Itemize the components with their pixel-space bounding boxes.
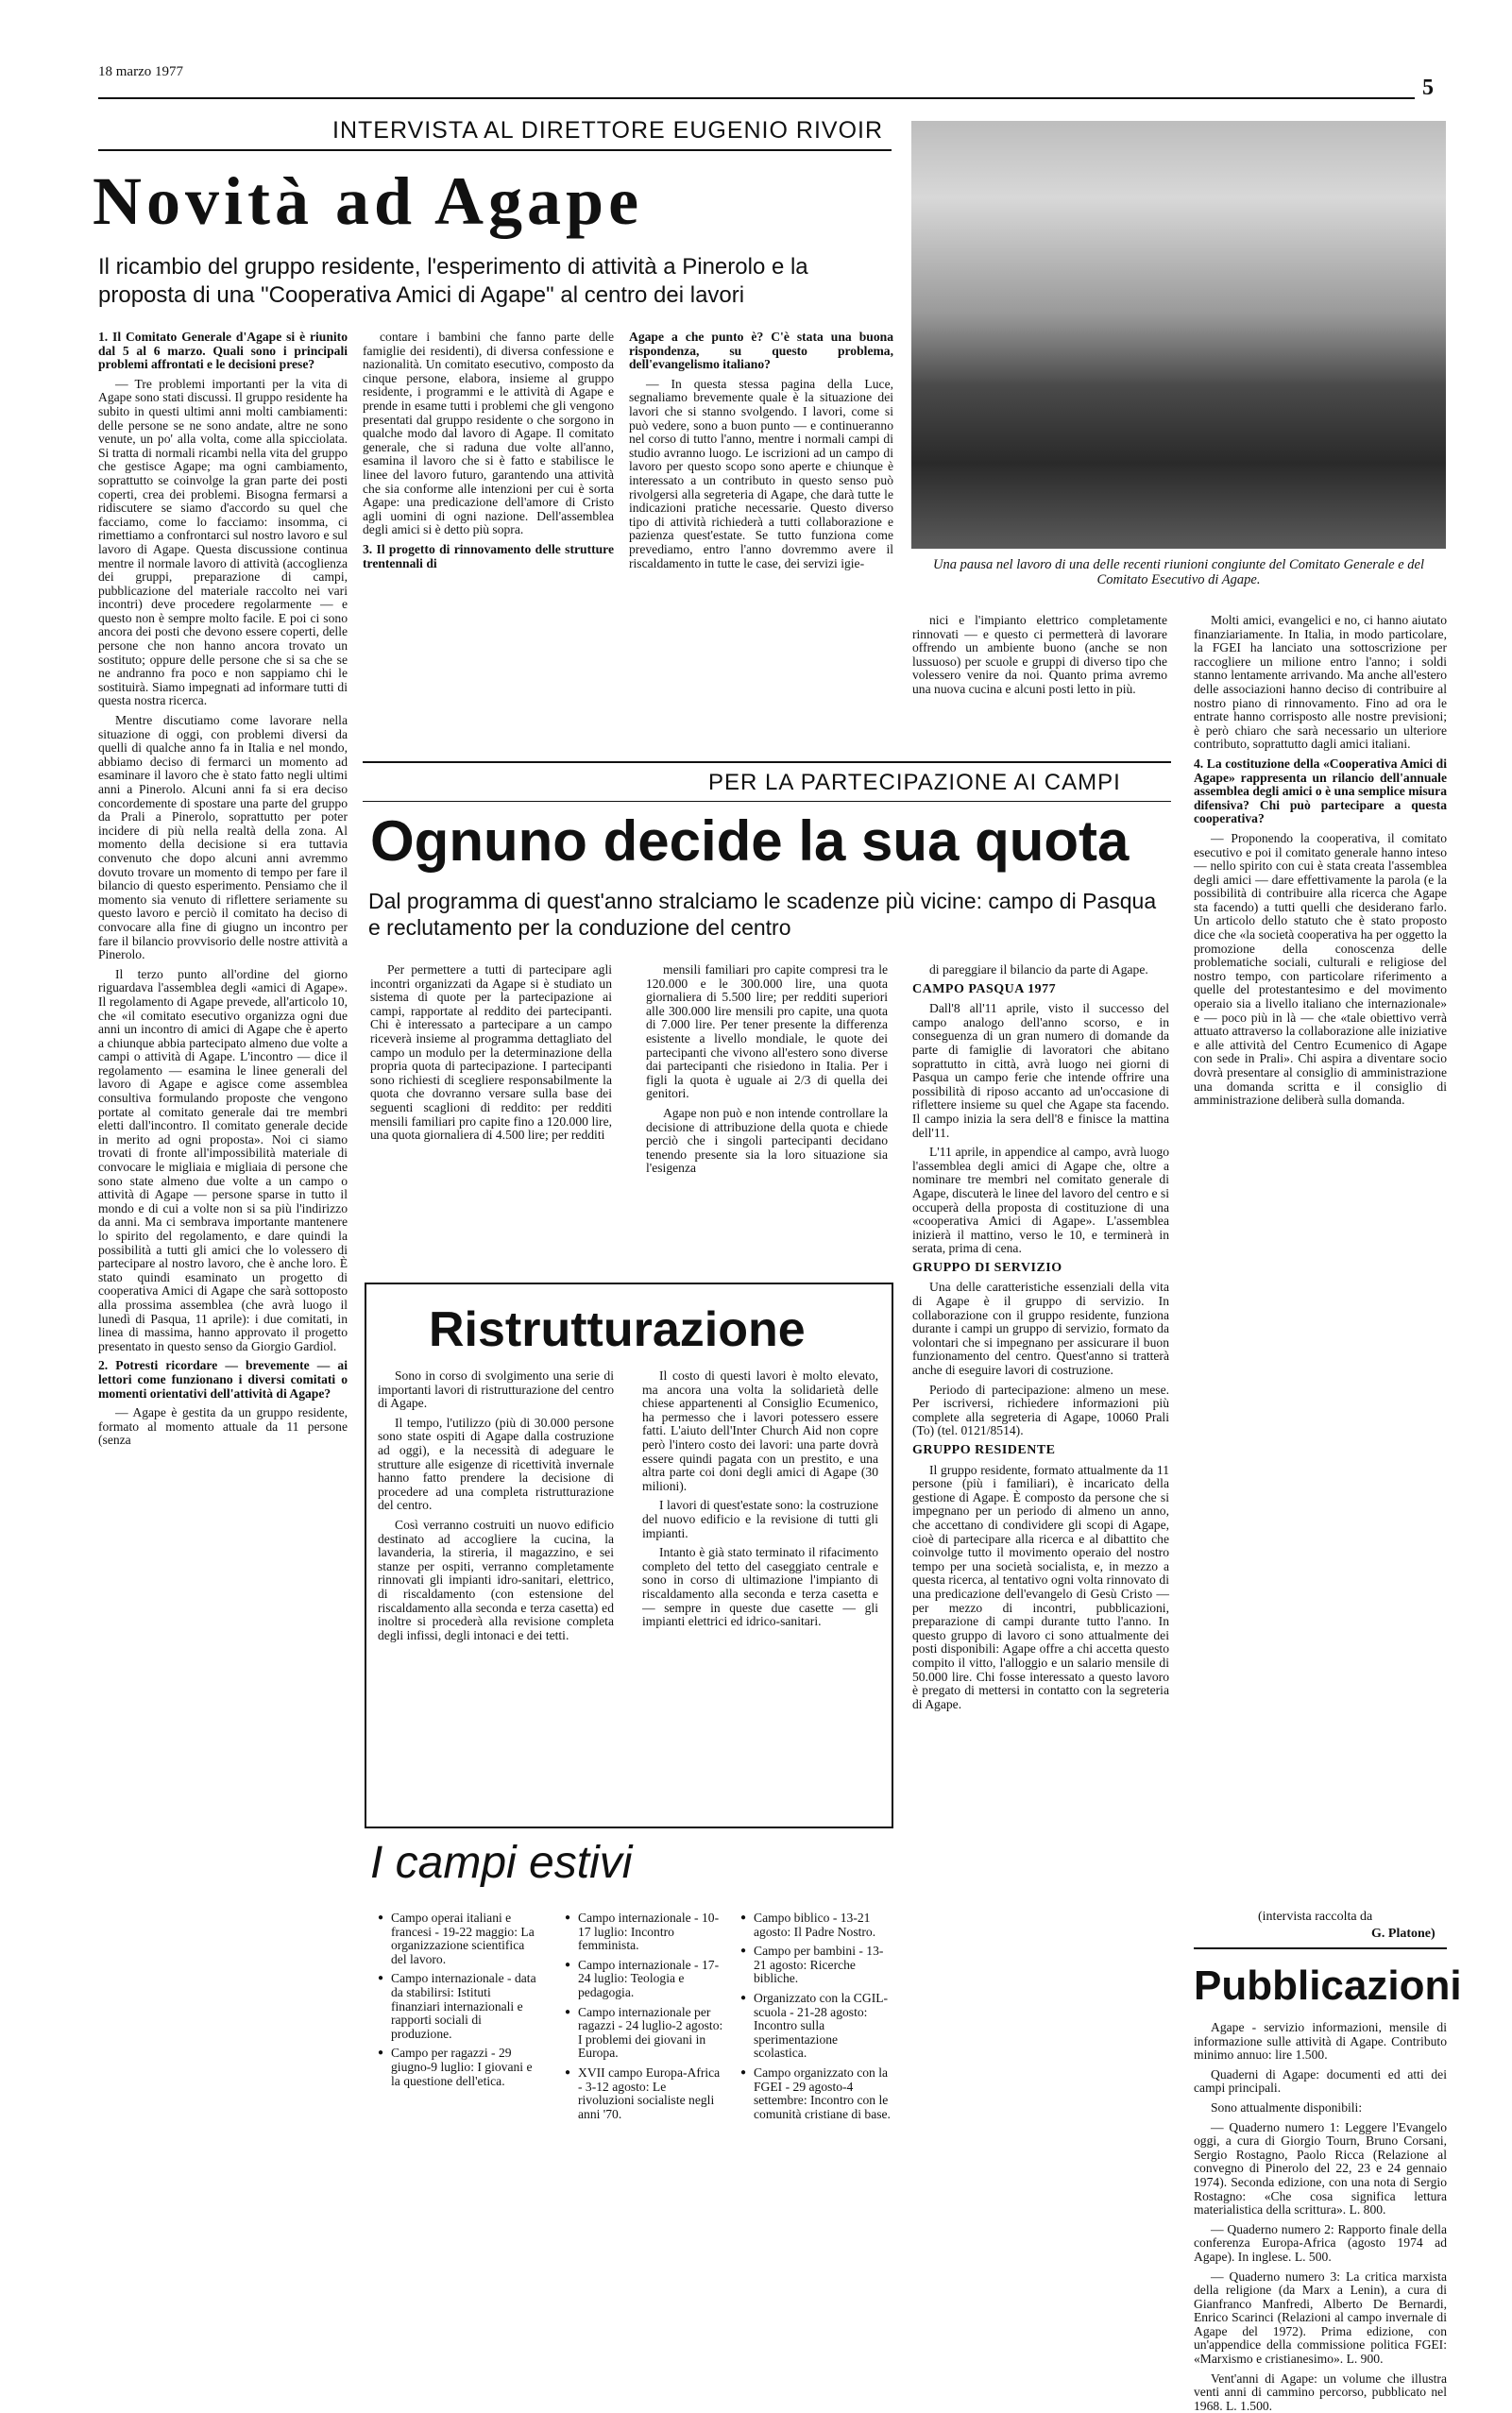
- campi-column-1: [378, 1912, 538, 2094]
- header-rule: [98, 97, 1415, 99]
- article1-col2-paragraph: contare i bambini che fanno parte delle famiglie dei residenti), di diversa confessione e nazionalità. Un comitato esecutivo, composto da cinque persone, elabora, insieme al gruppo residente, i programmi e le attività di Agape e prende in esame tutti i problemi che gli vengono presentati dal gruppo residente o che sorgono in qualche modo dal lavoro di Agape. Il comitato generale, che si raduna due volte all'anno, esamina il lavoro che si è fatto e stabilisce le linee del lavoro futuro, garantendo una attività che sia conforme alle intenzioni per cui è sorta Agape: una predicazione dell'amore di Cristo agli uomini di ogni nazione. Dell'assemblea degli amici si è detto più sopra.: [363, 330, 614, 537]
- article1-col5-paragraph: — Proponendo la cooperativa, il comitato esecutivo e poi il comitato generale hanno inteso — nello spirito con cui è stata creata l'assemblea degli amici — dare effettivamente la parola (e la possibilità di contribuire alla ricerca che Agape sta facendo) a tutti quelli che desiderano farlo. Un articolo dello statuto che è stato proposto dice che «la società cooperativa ha per oggetto la promozione della conoscenza delle problematiche sociali, culturali e religiose del nostro tempo, con particolare riferimento a quelle del protestantesimo e del movimento operaio sia a livello italiano che internazionale» e — poco più in là — che «tale obiettivo verrà attuato attraverso la collaborazione alle iniziative e alle attività del Centro Ecumenico di Agape con sede in Prali». Chi aspira a diventare socio dovrà presentare al consiglio di amministrazione una domanda scritta e il consiglio di amministrazione deliberà sulla domanda.: [1194, 830, 1447, 1108]
- byline-rule: [1194, 1947, 1447, 1949]
- campo-item: ● Campo internazionale - 10-17 luglio: Incontro femminista.: [578, 1912, 725, 1953]
- pubblicazioni-column: [1194, 2020, 1447, 2413]
- kicker-rule: [98, 149, 892, 151]
- article1-column-4: [912, 614, 1167, 765]
- article3-col2-paragraph: I lavori di quest'estate sono: la costruzione del nuovo edificio e la revisione di tutti gli impianti.: [642, 1498, 878, 1540]
- article1-col2-paragraph: 3. Il progetto di rinnovamento delle strutture trentennali di: [363, 541, 614, 570]
- campo-pasqua-paragraph: L'11 aprile, in appendice al campo, avrà luogo l'assemblea degli amici di Agape che, oltre a nominare tre membri nel comitato generale di Agape, discuterà le linee del lavoro del centro e si occuperà della proposta di costituzione di una «cooperativa Amici di Agape». L'assemblea inizierà il mattino, verso le 10, e terminerà in serata, prima di cena.: [912, 1145, 1169, 1256]
- campo-item: ● XVII campo Europa-Africa - 3-12 agosto: Le rivoluzioni socialiste negli anni '70.: [578, 2066, 725, 2121]
- article3-column-1: [378, 1369, 614, 1813]
- article2-col2-paragraph: mensili familiari pro capite compresi tra le 120.000 e le 300.000 lire, una quota giornaliera di 5.500 lire; per redditi superiori alle 300.000 lire mensili pro capite, una quota di 7.000 lire. Per tener presente la differenza esistente a livello mondiale, le quote dei partecipanti che vivono all'estero sono diverse dai partecipanti che risiedono in Italia. Per i figli la quota è uguale ai 2/3 di quella dei genitori.: [646, 962, 888, 1101]
- campi-column-2: [565, 1912, 725, 2127]
- article3-col1-paragraph: Così verranno costruiti un nuovo edificio destinato ad accogliere la cucina, la lavanderia, la stireria, il magazzino, e sei stanze per ospiti, verranno completamente rinnovati gli impianti idro-sanitari, elettrico, di riscaldamento (con estensione del riscaldamento alla seconda e terza casetta) ed inoltre si procederà alla revisione completa degli infissi, degli intonaci e dei tetti.: [378, 1517, 614, 1642]
- article2-column-2: [646, 963, 888, 1275]
- campo-item: ● Campo internazionale per ragazzi - 24 luglio-2 agosto: I problemi dei giovani in Europa.: [578, 2006, 725, 2061]
- article1-subtitle: Il ricambio del gruppo residente, l'esperimento di attività a Pinerolo e la proposta di una "Cooperativa Amici di Agape" al centro dei lavori: [98, 254, 808, 308]
- article1-title: Novità ad Agape: [93, 163, 644, 239]
- pubblicazioni-ventanni: Vent'anni di Agape: un volume che illustra venti anni di cammino percorso, pubblicato nel 1968. L. 1.500.: [1194, 2371, 1447, 2413]
- article2-col1-paragraph: Per permettere a tutti di partecipare agli incontri organizzati da Agape si è studiato un sistema di quote per la partecipazione ai campi, rapportate al reddito dei partecipanti. Chi è interessato a partecipare a un campo riceverà insieme al programma dettagliato del campo un modulo per la determinazione della propria quota di partecipazione. I partecipanti sono richiesti di scegliere responsabilmente la quota che dovranno versare sulla base dei seguenti scaglioni di reddito: per redditi mensili familiari pro capite fino a 120.000 lire, una quota giornaliera di 4.500 lire; per redditi: [370, 962, 612, 1143]
- article2-title: Ognuno decide la sua quota: [370, 809, 1130, 873]
- campi-list: [565, 1912, 725, 2121]
- article3-col2-paragraph: Intanto è già stato terminato il rifacimento completo del tetto del caseggiato centrale e sono in corso di ultimazione l'impianto di riscaldamento alla seconda e terza casetta e — sempre in queste due casette — gli impianti elettrici ed idrico-sanitari.: [642, 1545, 878, 1629]
- article2-kicker: PER LA PARTECIPAZIONE AI CAMPI: [708, 770, 1121, 795]
- article3-col1-paragraph: Il tempo, l'utilizzo (più di 30.000 persone sono state ospiti di Agape dalla costruzione ad oggi), e la necessità di adeguare le strutture alle esigenze di ricettività invernale hanno fatto prendere la decisione di procedere ad una completa ristrutturazione del centro.: [378, 1415, 614, 1513]
- campi-list: [740, 1912, 892, 2121]
- campo-item: ● Campo internazionale - data da stabilirsi: Istituti finanziari internazionali e rapporti sociali di produzione.: [391, 1972, 538, 2041]
- issue-date: 18 marzo 1977: [98, 64, 183, 79]
- article2-kicker-rule: [363, 801, 1171, 802]
- article1-column-2: [363, 331, 614, 746]
- campo-item: ● Campo per ragazzi - 29 giugno-9 luglio: I giovani e la questione dell'etica.: [391, 2047, 538, 2088]
- article2-subtitle: Dal programma di quest'anno stralciamo le scadenze più vicine: campo di Pasqua e reclutamento per la conduzione del centro: [368, 889, 1157, 940]
- article2-column-1: [370, 963, 612, 1266]
- article2-column-3: [912, 963, 1169, 2238]
- article1-column-1: [98, 331, 348, 2097]
- campi-list: [378, 1912, 538, 2088]
- gruppo-residente-paragraph: Il gruppo residente, formato attualmente da 11 persone (più i familiari), è incaricato della gestione di Agape. È composto da persone che si impegnano per un periodo di almeno un anno, che accettano di condividere gli scopi di Agape, cioè di partecipare alla ricerca e al dibattito che coinvolge tutto il movimento operaio del nostro tempo per una società socialista, e, in mezzo a questa ricerca, al tentativo ogni volta rinnovato di una predicazione dell'evangelo di Gesù Cristo — per mezzo di incontri, pubblicazioni, preparazione di campi durante tutto l'anno. In questo gruppo di lavoro ci sono attualmente dei posti disponibili: Agape offre a chi accetta questo compito il vitto, l'alloggio e un salario mensile di 50.000 lire. Chi fosse interessato a questo lavoro è pregato di mettersi in contatto con la segreteria di Agape.: [912, 1462, 1169, 1711]
- pubblicazioni-title: Pubblicazioni: [1194, 1963, 1462, 2009]
- campo-item: ● Campo per bambini - 13-21 agosto: Ricerche bibliche.: [754, 1945, 892, 1986]
- pubblicazioni-disponibili: Sono attualmente disponibili:: [1211, 2099, 1363, 2115]
- pubblicazioni-quaderni: Quaderni di Agape: documenti ed atti dei campi principali.: [1194, 2066, 1447, 2096]
- pubblicazioni-item: — Quaderno numero 2: Rapporto finale della conferenza Europa-Africa (agosto 1974 ad Agape). In inglese. L. 500.: [1194, 2221, 1447, 2264]
- campo-pasqua-heading: CAMPO PASQUA 1977: [912, 981, 1057, 996]
- article1-col4-paragraph: nici e l'impianto elettrico completamente rinnovati — e questo ci permetterà di lavorare offrendo un ambiente buono (anche se non lussuoso) per scuole e gruppi di diverso tipo che volessero venire da noi. Quanto prima avremo una nuova cucina e alcuni posti letto in più.: [912, 613, 1167, 696]
- article3-col1-paragraph: Sono in corso di svolgimento una serie di importanti lavori di ristrutturazione del centro di Agape.: [378, 1368, 614, 1411]
- pubblicazioni-intro: Agape - servizio informazioni, mensile di informazione sulle attività di Agape. Contributo minimo annuo: lire 1.500.: [1194, 2020, 1447, 2063]
- article1-col3-paragraph: — In questa stessa pagina della Luce, segnaliamo brevemente quale è la situazione dei lavori che si stanno svolgendo. I lavori, come si può vedere, sono a buon punto — e continueranno nel corso di tutto l'anno, mentre i normali campi di studio avranno luogo. Le iscrizioni ad un campo di lavoro per questo scopo sono aperte e chiunque è interessato a un contributo in questo senso può rivolgersi alla segreteria di Agape, che darà tutte le indicazioni pratiche necessarie. Questo diverso tipo di attività richiederà a tutti collaborazione e pazienza quest'estate. Se tutto funziona come prevediamo, entro l'anno dovremmo avere il riscaldamento in tutte le case, dei servizi igie-: [629, 376, 893, 570]
- byline-line1: (intervista raccolta da: [1258, 1910, 1373, 1924]
- meeting-photo: [911, 121, 1446, 549]
- article1-col5-paragraph: Molti amici, evangelici e no, ci hanno aiutato finanziariamente. In Italia, in modo particolare, la FGEI ha lanciato una sottoscrizione per raccogliere un milione entro l'anno; i soldi stanno lentamente arrivando. Ma anche all'estero delle associazioni hanno deciso di contribuire al nostro piano di rinnovamento. Fino ad ora le entrate hanno corrisposto alle nostre previsioni; è però chiaro che sarà necessario un ulteriore contributo, soprattutto dagli amici italiani.: [1194, 613, 1447, 752]
- article2-top-rule: [363, 761, 1171, 763]
- gruppo-residente-heading: GRUPPO RESIDENTE: [912, 1443, 1056, 1457]
- article1-column-3: [629, 331, 893, 746]
- page-number: 5: [1422, 76, 1434, 100]
- article1-col1-paragraph: 2. Potresti ricordare — brevemente — ai lettori come funzionano i diversi comitati o momenti orientativi dell'attività di Agape?: [98, 1358, 348, 1401]
- campi-title: I campi estivi: [370, 1838, 633, 1888]
- article2-col2-paragraph: Agape non può e non intende controllare la decisione di attribuzione della quota e chiede perciò che i singoli partecipanti decidano tenendo presente sia la loro situazione sia l'esigenza: [646, 1105, 888, 1176]
- article3-col2-paragraph: Il costo di questi lavori è molto elevato, ma ancora una volta la solidarietà delle chiese appartenenti al Consiglio Ecumenico, ha permesso che i lavori potessero essere fatti. L'aiuto dell'Inter Church Aid non copre però l'intero costo dei lavori: una parte dovrà essere quindi pagata con un prestito, e una altra parte coi doni degli amici di Agape (30 milioni).: [642, 1368, 878, 1493]
- article3-column-2: [642, 1369, 878, 1813]
- pubblicazioni-item: — Quaderno numero 1: Leggere l'Evangelo oggi, a cura di Giorgio Tourn, Bruno Corsani, Sergio Rostagno, Paolo Ricca (Relazione al convegno di Pinerolo del 22, 23 e 24 gennaio 1974). Seconda edizione, con una nota di Sergio Rostagno: «Che cosa significa lettura materialistica della scrittura». L. 800.: [1194, 2119, 1447, 2218]
- gruppo-servizio-paragraph: Una delle caratteristiche essenziali della vita di Agape è il gruppo di servizio. In collaborazione con il gruppo residente, funziona durante i campi un gruppo di servizio, formato da volontari che si impegnano per assicurare il buon funzionamento del centro. Quest'anno si tratterà anche di eseguire lavori di costruzione.: [912, 1280, 1169, 1378]
- gruppo-servizio-heading: GRUPPO DI SERVIZIO: [912, 1260, 1062, 1275]
- article1-kicker: INTERVISTA AL DIRETTORE EUGENIO RIVOIR: [332, 117, 884, 144]
- campo-item: ● Campo operai italiani e francesi - 19-22 maggio: La organizzazione scientifica del lavoro.: [391, 1912, 538, 1966]
- campo-item: ● Organizzato con la CGIL-scuola - 21-28 agosto: Incontro sulla sperimentazione scolastica.: [754, 1992, 892, 2061]
- article1-col1-paragraph: 1. Il Comitato Generale d'Agape si è riunito dal 5 al 6 marzo. Quali sono i principali problemi affrontati e le decisioni prese?: [98, 330, 348, 372]
- campi-column-3: [740, 1912, 892, 2127]
- article1-col5-paragraph: 4. La costituzione della «Cooperativa Amici di Agape» rappresenta un rilancio dell'annuale assemblea degli amici o è una semplice misura difensiva? Chi può partecipare a questa cooperativa?: [1194, 756, 1447, 826]
- article1-col1-paragraph: — Agape è gestita da un gruppo residente, formato al momento attuale da 11 persone (senza: [98, 1405, 348, 1448]
- campo-item: ● Campo biblico - 13-21 agosto: Il Padre Nostro.: [754, 1912, 892, 1939]
- campo-item: ● Campo organizzato con la FGEI - 29 agosto-4 settembre: Incontro con le comunità cristiane di base.: [754, 2066, 892, 2121]
- article1-col3-paragraph: Agape a che punto è? C'è stata una buona rispondenza, su questo problema, dell'evangelismo italiano?: [629, 330, 893, 372]
- campo-pasqua-paragraph: Dall'8 all'11 aprile, visto il successo del campo analogo dell'anno scorso, e in conseguenza di un gran numero di domande da parte di famiglie di lavoratori che abitano soprattutto in città, avrà luogo nei giorni di Pasqua un campo ferie che intende offrire una possibilità di riposo accanto ad un'occasione di riflettere insieme su quel che Agape sta facendo. Il campo inizia la sera dell'8 e finisce la mattina dell'11.: [912, 1001, 1169, 1140]
- article1-col1-paragraph: Il terzo punto all'ordine del giorno riguardava l'assemblea degli «amici di Agape». Il regolamento di Agape prevede, all'articolo 10, che «il comitato esecutivo organizza ogni due anni un incontro di amici di Agape che è aperto a chiunque abbia partecipato almeno due volte a campi o attività di Agape. L'incontro — dice il regolamento — esamina le linee generali del lavoro di Agape e agisce come assemblea consultiva formulando proposte che vengono portate al comitato generale dai tre membri eletti dall'incontro. Il comitato generale decide in merito ad ogni proposta». Noi ci siamo trovati di fronte all'impossibilità materiale di convocare le migliaia e migliaia di persone che sono state almeno due volte a un campo o attività di Agape — persone sparse in tutto il mondo e di cui a volte non si sa più l'indirizzo da anni. Ma ci sembrava importante mantenere lo spirito del regolamento, e dare quindi la possibilità a tutti gli amici che lo volessero di partecipare al nostro lavoro, che è anche loro. È stato quindi esaminato un progetto di cooperativa Amici di Agape che sarà sottoposto alla prossima assemblea (che avrà luogo il lunedì di Pasqua, 11 aprile): i due comitati, in linea di massima, hanno approvato il progetto presentato in questo senso da Giorgio Gardiol.: [98, 966, 348, 1353]
- article3-title: Ristrutturazione: [429, 1302, 806, 1357]
- article1-column-5: [1194, 614, 1447, 1908]
- article2-col3-paragraph: di pareggiare il bilancio da parte di Agape.: [929, 962, 1148, 977]
- article1-col1-paragraph: Mentre discutiamo come lavorare nella situazione di oggi, con problemi diversi da quelli di qualche anno fa in Italia e nel mondo, abbiamo deciso di fermarci un momento ad esaminare il lavoro che è stato fatto negli ultimi anni a Pinerolo. Alcuni anni fa si era deciso concordemente di spostare una parte del gruppo da Prali a Pinerolo, soprattutto per poter incidere di più nella realtà della zona. Al momento della decisione si era tuttavia convenuto che dopo alcuni anni avremmo dovuto trovare un momento di tempo per fare il bilancio di questo esperimento. Pensiamo che il momento sia venuto di riflettere seriamente su questo lavoro e perciò il comitato ha deciso di convocare alla fine di giugno un incontro per fare il bilancio provvisorio delle nostre attività a Pinerolo.: [98, 713, 348, 962]
- article1-col1-paragraph: — Tre problemi importanti per la vita di Agape sono stati discussi. Il gruppo residente ha subito in questi ultimi anni molti cambiamenti: delle persone se ne sono andate, altre ne sono venute, un po' alla volta, come alla spicciolata. Si tratta di normali ricambi nella vita del gruppo che gestisce Agape; ma ogni cambiamento, soprattutto se coinvolge la gran parte dei posti coperti, crea dei problemi. Bisogna fermarsi a ridiscutere se siamo d'accordo su quel che facciamo, come lo facciamo: insomma, ci rimettiamo a confrontarci sul nostro lavoro e sul lavoro di Agape. Questa discussione continua mentre il normale lavoro di attività (accoglienza dei gruppi, preparazione di campi, pubblicazione del materiale raccolto nei vari incontri) deve procedere regolarmente — e questo non è sempre molto facile. E poi ci sono ancora dei posti che devono essere coperti, delle persone che non hanno ancora trovato un sostituto; oppure delle persone che si sa che se ne andranno fra poco e non sappiamo chi le sostituirà. Siamo impegnati ad informare tutti di questa nostra ricerca.: [98, 376, 348, 708]
- byline-line2: G. Platone): [1371, 1927, 1436, 1941]
- pubblicazioni-item: — Quaderno numero 3: La critica marxista della religione (da Marx a Lenin), a cura di Gianfranco Manfredi, Alberto De Bernardi, Enrico Scarinci (Relazioni al campo invernale di Agape del 1972). Prima edizione, con un'appendice della commissione politica FGEI: «Marxismo e cristianesimo». L. 900.: [1194, 2269, 1447, 2367]
- photo-caption: Una pausa nel lavoro di una delle recenti riunioni congiunte del Comitato Generale e del Comitato Esecutivo di Agape.: [932, 557, 1425, 587]
- campo-item: ● Campo internazionale - 17-24 luglio: Teologia e pedagogia.: [578, 1959, 725, 2000]
- gruppo-servizio-paragraph: Periodo di partecipazione: almeno un mese. Per iscriversi, richiedere informazioni più complete alla segreteria di Agape, 10060 Prali (To) (tel. 0121/8514).: [912, 1382, 1169, 1438]
